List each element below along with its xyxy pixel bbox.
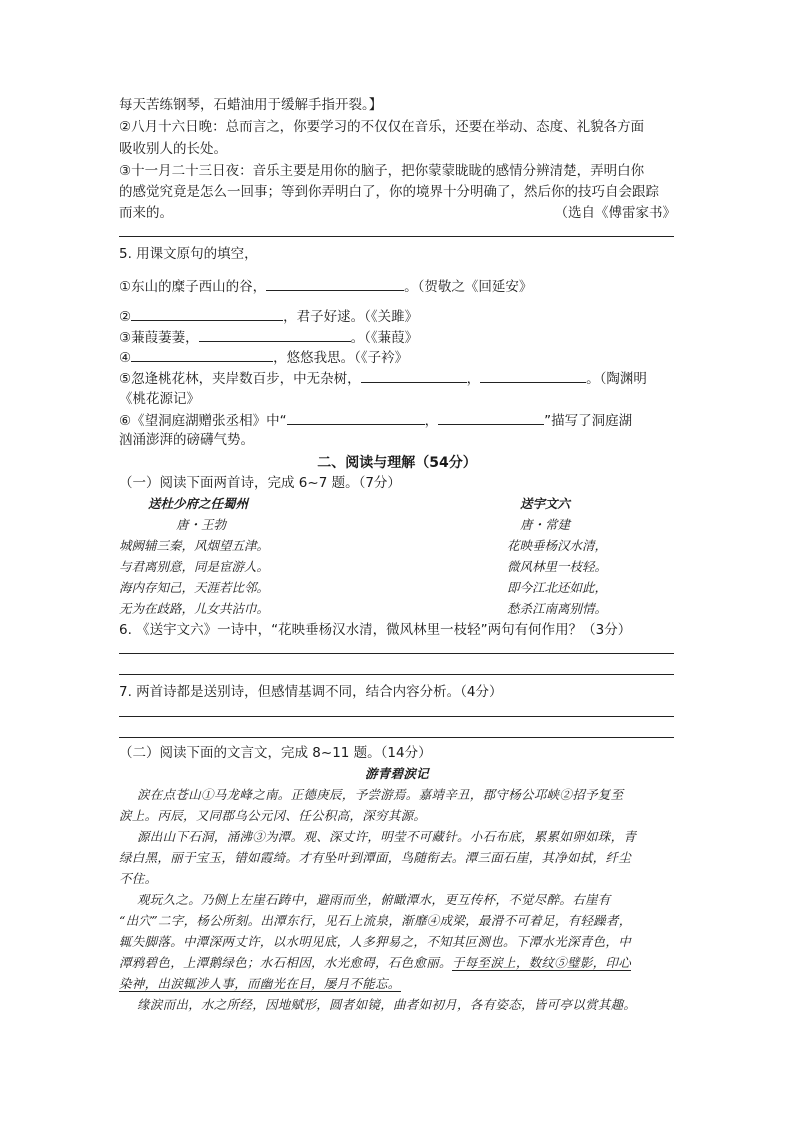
underlined-sentence: 于每至涙上，数纹⑤璧影，印心: [451, 955, 632, 970]
q5-item-4-pre: ④: [119, 350, 132, 366]
q5-item-6-pre: ⑥《望洞庭湖赠张丞相》中“: [119, 413, 287, 429]
fill-blank[interactable]: [266, 276, 404, 291]
intro-line-2: ②八月十六日晚：总而言之，你要学习的不仅仅在音乐，还要在举动、态度、礼貌各方面: [119, 119, 645, 135]
intro-line-5: 的感觉究竟是怎么一回事；等到你弄明白了，你的境界十分明确了，然后你的技巧自会跟踪: [119, 184, 659, 200]
classical-line: 涙上。丙辰，又同郡乌公元冈、任公积高，深穷其源。: [119, 808, 427, 823]
classical-line: “出穴”二字，杨公所刻。出潭东行，见石上流泉，渐靡④成梁，最滑不可着足，有轻躁者，: [119, 913, 632, 928]
classical-line: 观玩久之。乃侧上左崖石踌中，避雨而坐，俯瞰潭水，更互传杯，不觉尽醉。右崖有: [137, 892, 611, 907]
q5-prompt: 5. 用课文原句的填空，: [119, 246, 258, 262]
q5-item-6-line2: 汹涌澎湃的磅礴气势。: [119, 432, 254, 448]
poem1-line: 与君离别意，同是宦游人。: [119, 559, 270, 574]
fill-blank[interactable]: [199, 327, 351, 342]
q5-item-6-mid: ，: [424, 413, 439, 429]
q5-item-2: [119, 306, 418, 327]
q5-item-5-line2: 《桃花源记》: [119, 391, 200, 407]
fill-blank[interactable]: [361, 368, 467, 383]
q5-item-5-mid: ，: [466, 371, 481, 387]
poem1-author: 唐・王勃: [176, 517, 227, 532]
answer-line[interactable]: [119, 674, 674, 675]
poem1-line: 海内存知己，天涯若比邻。: [119, 580, 270, 595]
classical-line: 辄失脚落。中潭深两丈许，以水明见底，人多狎易之，不知其叵测也。下潭水光深青色，中: [119, 934, 632, 949]
classical-title: 游青碧涙记: [364, 766, 429, 781]
intro-line-3: 吸收别人的长处。: [119, 141, 227, 157]
intro-line-6: 而来的。: [119, 205, 173, 221]
q5-item-1-post: 。（贺敬之《回延安》: [404, 279, 533, 295]
poem2-line: 花映垂杨汉水清，: [507, 538, 608, 553]
q6-prompt: 6. 《送宇文六》一诗中，“花映垂杨汉水清，微风林里一枝轻”两句有何作用？（3分）: [119, 622, 632, 638]
q5-item-3-pre: ③蒹葭萋萋，: [119, 330, 199, 346]
underlined-sentence: 染神，出涙辄涉人事，而幽光在目，屡月不能忘。: [119, 976, 401, 991]
answer-line[interactable]: [119, 737, 674, 738]
q5-item-2-pre: ②: [119, 309, 132, 325]
poem1-line: 无为在歧路，儿女共沾巾。: [119, 601, 270, 616]
classical-line: 绿白黑，丽于宝玉，错如霞绮。才有坠叶到潭面，鸟随衔去。潭三面石崖，其净如拭，纤尘: [119, 850, 632, 865]
intro-line-1: 每天苦练钢琴，石蜡油用于缓解手指开裂。】: [119, 97, 383, 113]
q5-item-6-post: ”描写了洞庭湖: [544, 413, 633, 429]
q5-item-1: [119, 276, 532, 297]
answer-line: [119, 236, 674, 237]
intro-line-4: ③十一月二十三日夜：音乐主要是用你的脑子，把你蒙蒙眬眬的感情分辨清楚，弄明白你: [119, 163, 645, 179]
fill-blank[interactable]: [131, 347, 273, 362]
classical-line: [119, 953, 631, 973]
poem2-line: 微风林里一枝轻。: [507, 559, 608, 574]
classical-line: [119, 974, 401, 994]
intro-source: （选自《傅雷家书》: [554, 205, 676, 221]
poem1-title: 送杜少府之任蜀州: [148, 496, 249, 511]
q5-item-3: [119, 327, 418, 348]
classical-line: 源出山下石洞，涌沸③为潭。观、深丈许，明莹不可藏针。小石布底，累累如卵如珠，青: [137, 829, 637, 844]
q5-item-5-pre: ⑤忽逢桃花林，夹岸数百步，中无杂树，: [119, 371, 361, 387]
classical-line: 涙在点苍山①马龙峰之南。正德庚辰，予尝游焉。嘉靖辛丑，郡守杨公邛峡②招予复至: [137, 787, 624, 802]
q5-item-5-post: 。（陶渊明: [586, 371, 647, 387]
part2-instruction: （二）阅读下面的文言文，完成 8~11 题。（14分）: [119, 745, 432, 761]
section-heading: 二、阅读与理解（54分）: [317, 455, 477, 471]
poem2-author: 唐・常建: [520, 517, 571, 532]
q5-item-4: [119, 347, 408, 368]
q5-item-2-post: ，君子好逑。（《关雎》: [283, 309, 419, 325]
classical-line: 缘涙而出，水之所经，因地赋形，圆者如镜，曲者如初月，各有姿态，皆可亭以赏其趣。: [137, 997, 637, 1012]
classical-line-text: 潭鸦碧色，上潭鹅绿色；水石相因，水光愈碍，石色愈丽。: [119, 955, 452, 970]
part1-instruction: （一）阅读下面两首诗，完成 6~7 题。（7分）: [119, 475, 401, 491]
q5-item-1-pre: ①东山的糜子西山的谷，: [119, 279, 267, 295]
poem2-line: 愁杀江南离别情。: [507, 601, 608, 616]
q5-item-3-post: 。（《蒹葭》: [350, 330, 419, 346]
poem1-line: 城阙辅三秦，风烟望五津。: [119, 538, 270, 553]
q5-item-4-post: ，悠悠我思。（《子衿》: [273, 350, 409, 366]
fill-blank[interactable]: [438, 410, 544, 425]
answer-line[interactable]: [119, 716, 674, 717]
poem2-title: 送宇文六: [520, 496, 571, 511]
fill-blank[interactable]: [287, 410, 425, 425]
q5-item-6: [119, 410, 632, 431]
poem2-line: 即今江北还如此，: [507, 580, 608, 595]
classical-line: 不住。: [119, 871, 158, 886]
fill-blank[interactable]: [131, 306, 283, 321]
q7-prompt: 7. 两首诗都是送别诗，但感情基调不同，结合内容分析。（4分）: [119, 684, 503, 700]
q5-item-5: [119, 368, 647, 389]
fill-blank[interactable]: [480, 368, 586, 383]
answer-line[interactable]: [119, 653, 674, 654]
